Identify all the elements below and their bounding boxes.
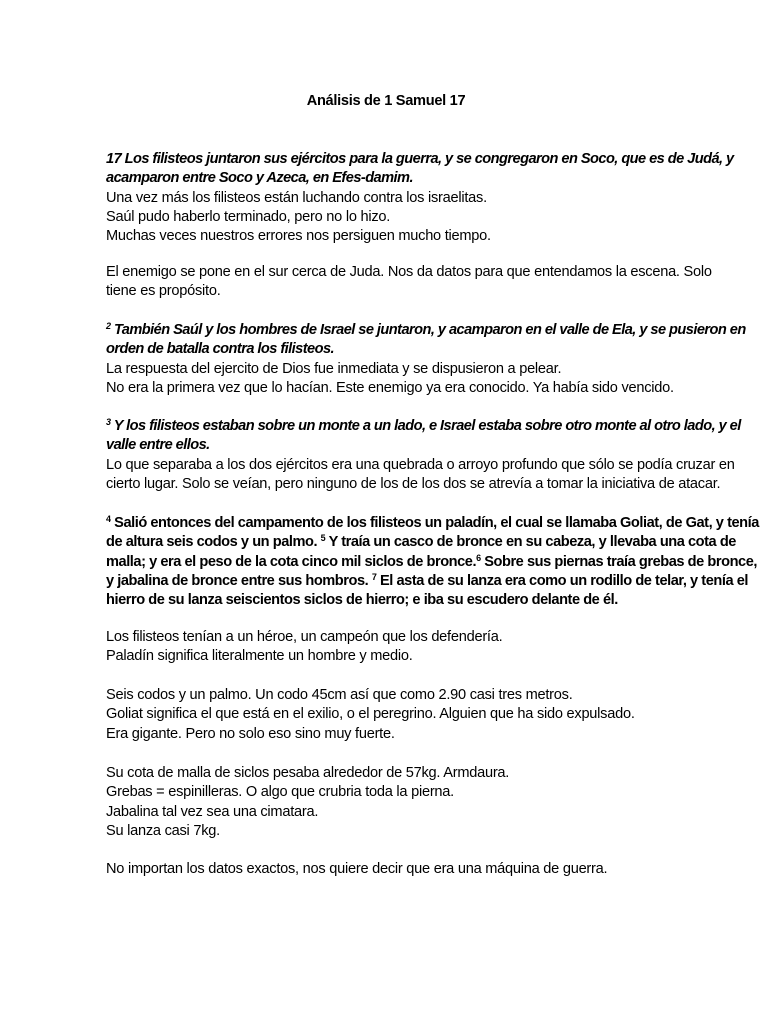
verse-number: 4 bbox=[106, 514, 111, 524]
verse-text-line: y jabalina de bronce entre sus hombros. $^7$ El asta de su lanza era como un rodillo de telar, y tenía el bbox=[106, 571, 748, 589]
commentary-block bbox=[106, 628, 666, 667]
verse-text-line: acamparon entre Soco y Azeca, en Efes-damim. bbox=[106, 170, 413, 187]
commentary-block bbox=[106, 263, 712, 302]
commentary-line: Jabalina tal vez sea una cimatara. bbox=[106, 803, 319, 820]
commentary-line: La respuesta del ejercito de Dios fue inmediata y se dispusieron a pelear. bbox=[106, 360, 562, 377]
verse-text-line: orden de batalla contra los filisteos. bbox=[106, 341, 335, 358]
verse-number: 6 bbox=[476, 552, 481, 563]
verse-text-line: $^2$ También Saúl y los hombres de Israel se juntaron, y acamparon en el valle de Ela, y se pusieron en bbox=[106, 321, 746, 338]
verse-text-line: malla; y era el peso de la cota cinco mil siclos de bronce.$^6$ Sobre sus piernas traía grebas de bronce, bbox=[106, 552, 757, 570]
document-title: Análisis de 1 Samuel 17 bbox=[306, 93, 466, 109]
verse-number: 5 bbox=[320, 533, 326, 544]
commentary-line: cierto lugar. Solo se veían, pero ninguno de los de los dos se atrevía a tomar la iniciativa de atacar. bbox=[106, 475, 721, 492]
verse-text-line: de altura seis codos y un palmo. $^5$ Y traía un casco de bronce en su cabeza, y llevaba una cota de bbox=[106, 533, 736, 551]
commentary-line: Muchas veces nuestros errores nos persiguen mucho tiempo. bbox=[106, 228, 491, 245]
verse-text-line: valle entre ellos. bbox=[106, 437, 210, 454]
commentary-line: El enemigo se pone en el sur cerca de Juda. Nos da datos para que entendamos la escena. Solo bbox=[106, 264, 712, 280]
commentary-line: Lo que separaba a los dos ejércitos era una quebrada o arroyo profundo que sólo se podía cruzar en bbox=[106, 456, 735, 473]
verse-text-line: $^4$ Salió entonces del campamento de los filisteos un paladín, el cual se llamaba Goliat, de Gat, y tenía bbox=[106, 514, 759, 531]
verse-text-line: 17 Los filisteos juntaron sus ejércitos para la guerra, y se congregaron en Soco, que es de Judá, y bbox=[106, 151, 734, 167]
commentary-line: Una vez más los filisteos están luchando contra los israelitas. bbox=[106, 189, 487, 206]
commentary-line: Seis codos y un palmo. Un codo 45cm así que como 2.90 casi tres metros. bbox=[106, 687, 573, 703]
verse-number: 3 bbox=[106, 417, 111, 427]
commentary-line: Paladín significa literalmente un hombre y medio. bbox=[106, 648, 413, 665]
verse-number: 2 bbox=[106, 321, 111, 331]
commentary-line: tiene es propósito. bbox=[106, 283, 221, 300]
verse-2-block bbox=[106, 321, 746, 398]
commentary-line: No importan los datos exactos, nos quiere decir que era una máquina de guerra. bbox=[106, 861, 608, 877]
commentary-line: No era la primera vez que lo hacían. Este enemigo ya era conocido. Ya había sido vencido. bbox=[106, 379, 674, 396]
verse-text-line: hierro de su lanza seiscientos siclos de hierro; e iba su escudero delante de él. bbox=[106, 592, 618, 609]
commentary-block bbox=[106, 686, 666, 744]
verse-3-block bbox=[106, 417, 741, 494]
commentary-line: Su lanza casi 7kg. bbox=[106, 822, 220, 839]
verse-17-block bbox=[106, 150, 734, 246]
commentary-line: Goliat significa el que está en el exilio, o el peregrino. Alguien que ha sido expulsado. bbox=[106, 706, 635, 723]
commentary-line: Era gigante. Pero no solo eso sino muy fuerte. bbox=[106, 725, 395, 742]
commentary-line: Grebas = espinilleras. O algo que crubria toda la pierna. bbox=[106, 784, 454, 801]
commentary-line: Los filisteos tenían a un héroe, un campeón que los defendería. bbox=[106, 629, 503, 645]
commentary-block bbox=[106, 860, 666, 879]
verse-text-line: $^3$ Y los filisteos estaban sobre un monte a un lado, e Israel estaba sobre otro monte al otro lado, y el bbox=[106, 417, 741, 434]
verses-4-7-block bbox=[106, 514, 759, 610]
verse-number: 7 bbox=[371, 571, 377, 582]
commentary-line: Su cota de malla de siclos pesaba alrededor de 57kg. Armdaura. bbox=[106, 765, 510, 781]
commentary-line: Saúl pudo haberlo terminado, pero no lo hizo. bbox=[106, 208, 391, 225]
commentary-block bbox=[106, 764, 666, 841]
